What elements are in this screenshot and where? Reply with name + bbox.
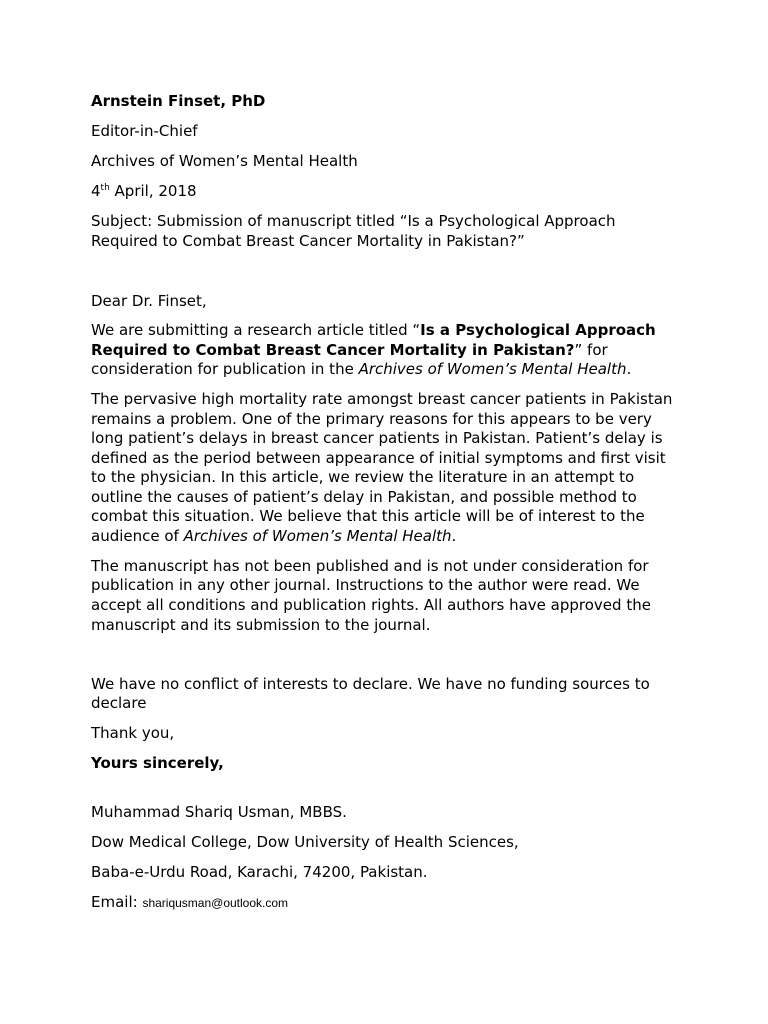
body1-line: to the physician. In this article, we review the literature in an attempt to [91,468,635,486]
intro-line-1 [91,320,656,340]
body2-line: The manuscript has not been published and is not under consideration for [91,557,649,575]
body-text: . [451,527,457,545]
closing: Yours sincerely, [91,754,224,772]
date-rest: April, 2018 [109,182,197,200]
body1-line: outline the causes of patient’s delay in Pakistan, and possible method to [91,488,637,506]
intro-text: We are submitting a research article titled “ [91,321,421,339]
date-day: 4 [91,182,101,200]
conflict-line: We have no conflict of interests to declare. We have no funding sources to [91,675,650,693]
sender-address: Baba-e-Urdu Road, Karachi, 74200, Pakistan. [91,863,428,881]
sender-email-line [91,892,288,913]
letter-date [91,181,197,201]
body1-line: combat this situation. We believe that this article will be of interest to the [91,507,645,525]
email-address[interactable]: shariqusman@outlook.com [142,896,289,910]
article-title-part-1: Is a Psychological Approach [420,321,656,339]
recipient-title: Editor-in-Chief [91,122,198,140]
intro-text: ” for [574,341,608,359]
date-suffix: th [100,183,110,193]
recipient-name: Arnstein Finset, PhD [91,92,266,110]
intro-line-3 [91,359,631,379]
body2-line: manuscript and its submission to the journal. [91,616,431,634]
intro-line-2 [91,340,608,360]
body1-line-last [91,526,456,546]
journal-name-italic: Archives of Women’s Mental Health [358,360,627,378]
subject-line-1: Subject: Submission of manuscript titled “Is a Psychological Approach [91,212,616,230]
thanks: Thank you, [91,724,175,742]
body1-line: defined as the period between appearance of initial symptoms and first visit [91,449,666,467]
email-label: Email: [91,893,143,911]
body1-line: remains a problem. One of the primary reasons for this appears to be very [91,410,652,428]
sender-institution: Dow Medical College, Dow University of Health Sciences, [91,833,519,851]
body-text: audience of [91,527,184,545]
conflict-line: declare [91,694,147,712]
subject-line-2: Required to Combat Breast Cancer Mortality in Pakistan?” [91,232,525,250]
journal-name-italic: Archives of Women’s Mental Health [183,527,452,545]
article-title-part-2: Required to Combat Breast Cancer Mortality in Pakistan? [91,341,575,359]
body2-line: publication in any other journal. Instructions to the author were read. We [91,576,640,594]
body1-line: The pervasive high mortality rate amongst breast cancer patients in Pakistan [91,390,673,408]
intro-text: consideration for publication in the [91,360,359,378]
body2-line: accept all conditions and publication rights. All authors have approved the [91,596,651,614]
body1-line: long patient’s delays in breast cancer patients in Pakistan. Patient’s delay is [91,429,663,447]
sender-name: Muhammad Shariq Usman, MBBS. [91,803,347,821]
salutation: Dear Dr. Finset, [91,292,207,310]
intro-text: . [626,360,632,378]
recipient-journal: Archives of Women’s Mental Health [91,152,358,170]
